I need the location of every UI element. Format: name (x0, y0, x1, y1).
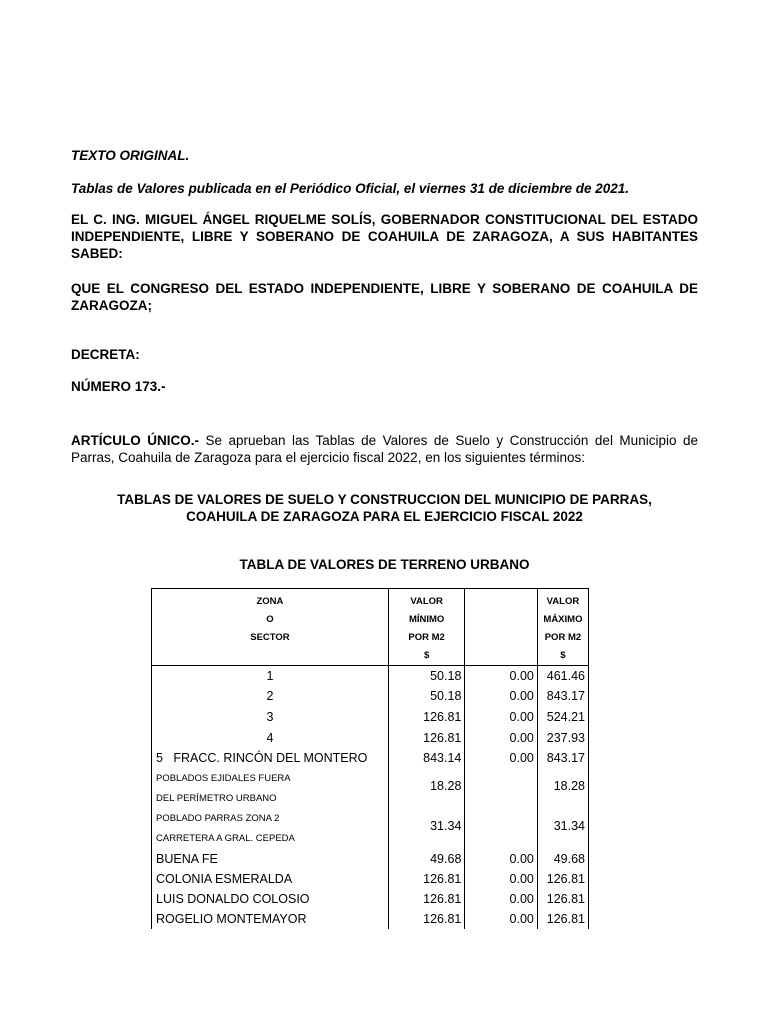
tables-heading-line2: COAHUILA DE ZARAGOZA PARA EL EJERCICIO FISCAL 2022 (186, 509, 583, 524)
tables-heading (71, 491, 698, 525)
congress-paragraph: QUE EL CONGRESO DEL ESTADO INDEPENDIENTE, LIBRE Y SOBERANO DE COAHUILA DE ZARAGOZA; (71, 281, 698, 313)
tables-heading-line1: TABLAS DE VALORES DE SUELO Y CONSTRUCCION DEL MUNICIPIO DE PARRAS, (117, 492, 652, 507)
table-row: 5 FRACC. RINCÓN DEL MONTERO 843.14 0.00 843.17 (152, 748, 589, 769)
table-row: 2 50.18 0.00 843.17 (152, 686, 589, 707)
urban-land-values-table (151, 588, 589, 929)
governor-paragraph: EL C. ING. MIGUEL ÁNGEL RIQUELME SOLÍS, GOBERNADOR CONSTITUCIONAL DEL ESTADO INDEPENDIENTE, LIBRE Y SOBERANO DE COAHUILA DE ZARAGOZA, A SUS HABITANTES SABED: (71, 212, 698, 261)
articulo-paragraph (71, 432, 698, 466)
decreta-label: DECRETA: (71, 347, 140, 362)
table-row: 3 126.81 0.00 524.21 (152, 707, 589, 728)
header-valor-maximo: VALOR MÁXIMO POR M2 $ (537, 589, 588, 666)
header-empty (465, 589, 537, 666)
articulo-text: Se aprueban las Tablas de Valores de Suelo y Construcción del Municipio de Parras, Coahuila de Zaragoza para el ejercicio fiscal 2022, en los siguientes términos: (71, 433, 698, 465)
table-title: TABLA DE VALORES DE TERRENO URBANO (239, 557, 530, 572)
header-zona: ZONA O SECTOR (152, 589, 389, 666)
publication-note: Tablas de Valores publicada en el Periódico Oficial, el viernes 31 de diciembre de 2021. (71, 181, 629, 196)
table-row: POBLADO PARRAS ZONA 2 CARRETERA A GRAL. CEPEDA 31.34 31.34 (152, 809, 589, 849)
table-row: COLONIA ESMERALDA 126.81 0.00 126.81 (152, 869, 589, 889)
header-valor-minimo: VALOR MÍNIMO POR M2 $ (388, 589, 465, 666)
table-row: LUIS DONALDO COLOSIO 126.81 0.00 126.81 (152, 889, 589, 909)
table-row: 1 50.18 0.00 461.46 (152, 666, 589, 687)
texto-original-heading: TEXTO ORIGINAL. (71, 148, 190, 163)
articulo-label: ARTÍCULO ÚNICO.- (71, 433, 199, 448)
table-row: POBLADOS EJIDALES FUERA DEL PERÍMETRO URBANO 18.28 18.28 (152, 769, 589, 809)
table-row: 4 126.81 0.00 237.93 (152, 728, 589, 748)
decree-number: NÚMERO 173.- (71, 379, 166, 394)
table-row: ROGELIO MONTEMAYOR 126.81 0.00 126.81 (152, 909, 589, 929)
table-row: BUENA FE 49.68 0.00 49.68 (152, 849, 589, 869)
